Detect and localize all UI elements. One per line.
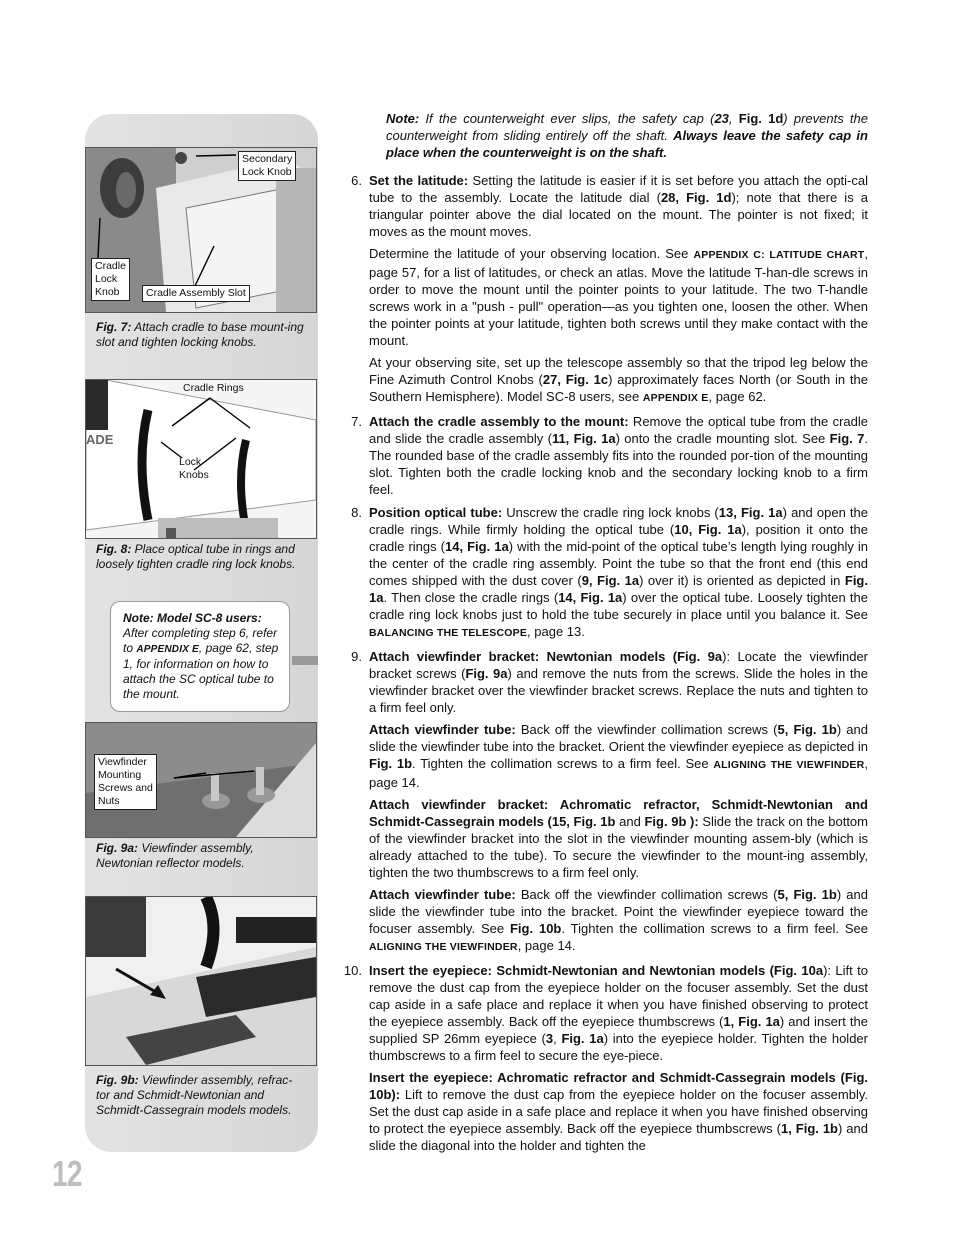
- step-number: 9.: [351, 649, 362, 664]
- label-lock-knobs: Lock Knobs: [179, 456, 209, 481]
- step-9-paragraph-3: Attach viewfinder bracket: Achromatic refractor, Schmidt-Newtonian and Schmidt-Cassegrain models (15, Fig. 1b and Fig. 9b ): Slide the track on the bottom of the viewfinder bracket into the slot in the viewfinder mounting assem-bly (which is already attached to the tube). To secure the viewfinder to the mount-ing assembly, tighten the two thumbscrews to a firm feel only.: [369, 797, 868, 880]
- figure-7-caption: Fig. 7: Attach cradle to base mount-ing slot and tighten locking knobs.: [96, 320, 304, 349]
- figure-8-photo: [85, 379, 317, 539]
- page-number: 12: [52, 1153, 82, 1194]
- step-number: 6.: [351, 173, 362, 188]
- figure-9b-caption: Fig. 9b: Viewfinder assembly, refrac-tor and Schmidt-Newtonian and Schmidt-Cassegrain models models.: [96, 1073, 293, 1117]
- figure-9a-photo: [85, 722, 317, 838]
- step-10: [340, 962, 868, 1154]
- step-9-paragraph-2: Attach viewfinder tube: Back off the viewfinder collimation screws (5, Fig. 1b) and slide the viewfinder tube into the bracket. Orient the viewfinder eyepiece as depicted in Fig. 1b. Tighten the collimation screws to a firm feel. See ALIGNING THE VIEWFINDER, page 14.: [369, 722, 868, 790]
- step-9-paragraph-1: Attach viewfinder bracket: Newtonian models (Fig. 9a): Locate the viewfinder bracket screws (Fig. 9a) and remove the nuts from the screws. Slide the holes in the viewfinder bracket over the viewfinder bracket screws. Replace the nuts and tighten to a firm feel only.: [369, 649, 869, 715]
- step-9: [340, 648, 868, 956]
- step-10-paragraph-2: Insert the eyepiece: Achromatic refractor and Schmidt-Cassegrain models (Fig. 10b): Lift to remove the dust cap from the eyepiece holder on the focuser assembly. Set the dust cap aside in a safe place and replace it when you have finished observing to protect the eyepiece assembly. Back off the eyepiece thumbscrews (1, Fig. 1b) and slide the diagonal into the holder and tighten the: [369, 1070, 868, 1153]
- sc8-note-text: Note: Model SC-8 users: After completing step 6, refer to APPENDIX E, page 62, step 1, for information on how to attach the SC optical tube to the mount.: [123, 611, 279, 701]
- figure-9b-photo: [85, 896, 317, 1066]
- figure-9a-caption: Fig. 9a: Viewfinder assembly, Newtonian reflector models.: [96, 841, 254, 870]
- tube-brand-text: ADE: [86, 432, 114, 447]
- main-text-column: [340, 110, 868, 1160]
- figure-8-caption: Fig. 8: Place optical tube in rings and loosely tighten cradle ring lock knobs.: [96, 542, 296, 571]
- step-6: [340, 172, 868, 407]
- label-cradle-rings: Cradle Rings: [183, 382, 244, 394]
- callout-cradle-assembly-slot: Cradle Assembly Slot: [142, 285, 250, 302]
- sc8-note-title: Note: Model SC-8 users:: [123, 611, 262, 625]
- counterweight-note: Note: If the counterweight ever slips, the safety cap (23, Fig. 1d) prevents the counterweight from sliding entirely off the shaft. Always leave the safety cap in place when the counterweight is on the shaft.: [386, 111, 868, 160]
- callout-viewfinder-mounting-screws: Viewfinder Mounting Screws and Nuts: [94, 754, 157, 810]
- callout-cradle-lock-knob: Cradle Lock Knob: [91, 258, 130, 301]
- step-6-paragraph-1: Set the latitude: Setting the latitude is easier if it is set before you attach the opti-cal tube to the assembly. Locate the latitude dial (28, Fig. 1d); note that there is a triangular pointer above the dial located on the mount. The pointer is not fixed; it moves as the mount moves.: [369, 173, 868, 239]
- step-number: 7.: [351, 414, 362, 429]
- step-7: [340, 413, 868, 498]
- sc8-note-box: [110, 601, 290, 712]
- callout-secondary-lock-knob: Secondary Lock Knob: [238, 151, 296, 181]
- viewfinder-bracket-illustration: [86, 897, 316, 1065]
- step-number: 8.: [351, 505, 362, 520]
- step-number: 10.: [343, 963, 362, 978]
- step-7-paragraph: Attach the cradle assembly to the mount: Remove the optical tube from the cradle and slide the cradle assembly (11, Fig. 1a) onto the cradle mounting slot. See Fig. 7. The rounded base of the cradle assembly fits into the rounded por-tion of the mounting slot. Tighten both the cradle locking knob and the secondary locking knob to a firm feel.: [369, 414, 869, 497]
- step-6-paragraph-3: At your observing site, set up the telescope assembly so that the tripod leg below the Fine Azimuth Control Knobs (27, Fig. 1c) approximately faces North (or South in the Southern Hemisphere). Model SC-8 users, see APPENDIX E, page 62.: [369, 355, 868, 404]
- step-6-paragraph-2: Determine the latitude of your observing location. See APPENDIX C: LATITUDE CHART, page 57, for a list of latitudes, or check an atlas. Move the latitude T-han-dle screws in order to move the mount until the pointer points to your latitude. The two T-handle screws work in a "push - pull" operation—as you tighten one, loosen the other. When the pointer points at your latitude, tighten both screws until they make contact with the mount.: [369, 246, 868, 348]
- figure-7-photo: [85, 147, 317, 313]
- step-8-paragraph: Position optical tube: Unscrew the cradle ring lock knobs (13, Fig. 1a) and open the cradle rings. While firmly holding the optical tube (10, Fig. 1a), position it onto the cradle rings (14, Fig. 1a) with the mid-point of the optical tube’s length lying roughly in the center of the cradle ring assembly. Point the tube so that the front end (this end comes shipped with the dust cover (9, Fig. 1a) over it) is oriented as depicted in Fig. 1a. Then close the cradle rings (14, Fig. 1a) over the optical tube. Loosely tighten the cradle ring lock knobs just to hold the tube securely in place until you balance it. See BALANCING THE TELESCOPE, page 13.: [369, 505, 868, 639]
- step-8: [340, 504, 868, 642]
- step-10-paragraph-1: Insert the eyepiece: Schmidt-Newtonian and Newtonian models (Fig. 10a): Lift to remove the dust cap from the eyepiece holder on the focuser assembly. Set the dust cap aside in a safe place and replace it when you have finished observing to protect the eyepiece assembly. Back off the eyepiece thumbscrews (1, Fig. 1a) and insert the supplied SP 26mm eyepiece (3, Fig. 1a) into the eyepiece holder. Tighten the holder thumbscrews to a firm feel to secure the eye-piece.: [369, 963, 868, 1063]
- step-9-paragraph-4: Attach viewfinder tube: Back off the viewfinder collimation screws (5, Fig. 1b) and slide the viewfinder tube into the bracket. Point the viewfinder eyepiece toward the focuser assembly. See Fig. 10b. Tighten the collimation screws to a firm feel. See ALIGNING THE VIEWFINDER, page 14.: [369, 887, 868, 953]
- section-tab-marker: [292, 656, 318, 665]
